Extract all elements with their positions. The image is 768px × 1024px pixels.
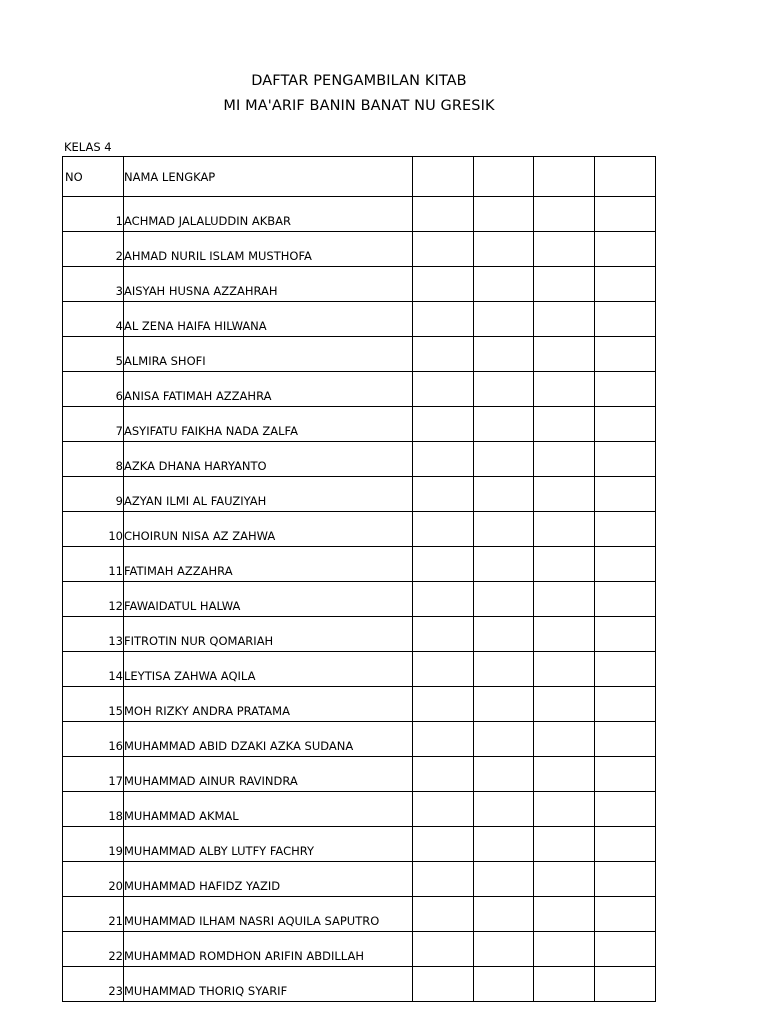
table-body [63,157,656,1002]
blank-check-cell [474,687,534,722]
blank-check-cell [534,547,595,582]
blank-check-cell [474,512,534,547]
blank-check-cell [413,792,474,827]
row-number: 9 [63,477,124,512]
blank-check-cell [595,302,656,337]
table-row [63,302,656,337]
blank-check-cell [595,232,656,267]
blank-check-cell [474,372,534,407]
blank-check-cell [474,652,534,687]
student-name: MUHAMMAD AINUR RAVINDRA [124,757,413,792]
blank-check-cell [474,792,534,827]
blank-check-cell [413,687,474,722]
blank-check-cell [474,337,534,372]
table-row [63,862,656,897]
blank-column-header [413,157,474,197]
blank-check-cell [595,757,656,792]
row-number: 5 [63,337,124,372]
blank-check-cell [534,512,595,547]
blank-check-cell [534,722,595,757]
student-name: CHOIRUN NISA AZ ZAHWA [124,512,413,547]
blank-check-cell [534,687,595,722]
blank-check-cell [595,197,656,232]
blank-check-cell [534,232,595,267]
table-row [63,337,656,372]
row-number: 22 [63,932,124,967]
row-number: 1 [63,197,124,232]
attendance-table [62,156,656,1002]
student-name: FATIMAH AZZAHRA [124,547,413,582]
blank-check-cell [474,232,534,267]
blank-check-cell [474,547,534,582]
blank-check-cell [595,687,656,722]
blank-check-cell [474,267,534,302]
student-name: ALMIRA SHOFI [124,337,413,372]
blank-check-cell [413,267,474,302]
blank-column-header [595,157,656,197]
blank-check-cell [595,792,656,827]
blank-check-cell [474,477,534,512]
blank-check-cell [595,477,656,512]
student-name: ASYIFATU FAIKHA NADA ZALFA [124,407,413,442]
blank-check-cell [534,442,595,477]
table-row [63,547,656,582]
student-name: AISYAH HUSNA AZZAHRAH [124,267,413,302]
blank-check-cell [595,372,656,407]
class-label: KELAS 4 [64,140,112,154]
row-number: 23 [63,967,124,1002]
blank-check-cell [474,407,534,442]
blank-check-cell [474,757,534,792]
blank-check-cell [474,442,534,477]
table-row [63,652,656,687]
header-name: NAMA LENGKAP [124,157,413,197]
blank-check-cell [413,302,474,337]
blank-check-cell [534,792,595,827]
blank-check-cell [595,652,656,687]
student-name: ACHMAD JALALUDDIN AKBAR [124,197,413,232]
blank-check-cell [413,477,474,512]
row-number: 3 [63,267,124,302]
blank-check-cell [413,197,474,232]
table-row [63,477,656,512]
blank-column-header [474,157,534,197]
blank-check-cell [534,302,595,337]
row-number: 18 [63,792,124,827]
table-row [63,407,656,442]
row-number: 12 [63,582,124,617]
blank-check-cell [413,897,474,932]
blank-check-cell [595,827,656,862]
blank-check-cell [534,827,595,862]
blank-check-cell [595,267,656,302]
table-row [63,792,656,827]
table-row [63,582,656,617]
blank-check-cell [474,197,534,232]
blank-check-cell [534,337,595,372]
blank-check-cell [595,582,656,617]
student-name: MUHAMMAD ROMDHON ARIFIN ABDILLAH [124,932,413,967]
table-row [63,617,656,652]
blank-check-cell [534,197,595,232]
row-number: 10 [63,512,124,547]
blank-check-cell [595,337,656,372]
table-row [63,267,656,302]
student-name: FITROTIN NUR QOMARIAH [124,617,413,652]
blank-check-cell [534,617,595,652]
blank-check-cell [413,512,474,547]
blank-check-cell [595,442,656,477]
blank-check-cell [413,932,474,967]
blank-check-cell [474,967,534,1002]
blank-check-cell [534,372,595,407]
blank-check-cell [413,232,474,267]
table-header-row [63,157,656,197]
blank-check-cell [595,512,656,547]
row-number: 16 [63,722,124,757]
row-number: 6 [63,372,124,407]
blank-check-cell [474,827,534,862]
blank-check-cell [534,897,595,932]
student-name: AZKA DHANA HARYANTO [124,442,413,477]
row-number: 8 [63,442,124,477]
table-row [63,197,656,232]
blank-check-cell [595,967,656,1002]
blank-check-cell [534,652,595,687]
document-title: DAFTAR PENGAMBILAN KITAB [251,73,467,89]
blank-check-cell [474,722,534,757]
blank-check-cell [534,862,595,897]
blank-check-cell [474,582,534,617]
student-name: ANISA FATIMAH AZZAHRA [124,372,413,407]
blank-check-cell [474,932,534,967]
student-name: MUHAMMAD ALBY LUTFY FACHRY [124,827,413,862]
blank-check-cell [534,582,595,617]
row-number: 15 [63,687,124,722]
student-name: MUHAMMAD ILHAM NASRI AQUILA SAPUTRO [124,897,413,932]
blank-check-cell [413,862,474,897]
blank-column-header [534,157,595,197]
table-row [63,512,656,547]
blank-check-cell [595,862,656,897]
table-row [63,687,656,722]
blank-check-cell [413,442,474,477]
blank-check-cell [413,407,474,442]
blank-check-cell [595,617,656,652]
blank-check-cell [534,407,595,442]
student-name: MUHAMMAD AKMAL [124,792,413,827]
blank-check-cell [474,302,534,337]
blank-check-cell [595,932,656,967]
blank-check-cell [595,897,656,932]
table-row [63,932,656,967]
blank-check-cell [595,722,656,757]
blank-check-cell [474,862,534,897]
blank-check-cell [474,897,534,932]
blank-check-cell [534,267,595,302]
row-number: 7 [63,407,124,442]
student-name: FAWAIDATUL HALWA [124,582,413,617]
header-no: NO [63,157,124,197]
blank-check-cell [413,757,474,792]
table-row [63,442,656,477]
row-number: 21 [63,897,124,932]
blank-check-cell [534,757,595,792]
blank-check-cell [474,617,534,652]
row-number: 13 [63,617,124,652]
table-row [63,967,656,1002]
table-row [63,232,656,267]
table-row [63,757,656,792]
blank-check-cell [534,967,595,1002]
row-number: 11 [63,547,124,582]
blank-check-cell [595,547,656,582]
student-name: MOH RIZKY ANDRA PRATAMA [124,687,413,722]
student-name: AL ZENA HAIFA HILWANA [124,302,413,337]
student-name: MUHAMMAD HAFIDZ YAZID [124,862,413,897]
student-name: AZYAN ILMI AL FAUZIYAH [124,477,413,512]
blank-check-cell [413,372,474,407]
blank-check-cell [413,652,474,687]
student-name: MUHAMMAD THORIQ SYARIF [124,967,413,1002]
blank-check-cell [534,932,595,967]
table-row [63,897,656,932]
blank-check-cell [413,547,474,582]
table-row [63,827,656,862]
blank-check-cell [413,337,474,372]
blank-check-cell [413,722,474,757]
blank-check-cell [534,477,595,512]
row-number: 14 [63,652,124,687]
blank-check-cell [413,967,474,1002]
blank-check-cell [413,617,474,652]
student-name: MUHAMMAD ABID DZAKI AZKA SUDANA [124,722,413,757]
school-name: MI MA'ARIF BANIN BANAT NU GRESIK [223,98,495,114]
row-number: 2 [63,232,124,267]
row-number: 4 [63,302,124,337]
blank-check-cell [413,827,474,862]
row-number: 20 [63,862,124,897]
table-row [63,372,656,407]
row-number: 17 [63,757,124,792]
row-number: 19 [63,827,124,862]
blank-check-cell [413,582,474,617]
table-row [63,722,656,757]
student-name: LEYTISA ZAHWA AQILA [124,652,413,687]
student-name: AHMAD NURIL ISLAM MUSTHOFA [124,232,413,267]
blank-check-cell [595,407,656,442]
